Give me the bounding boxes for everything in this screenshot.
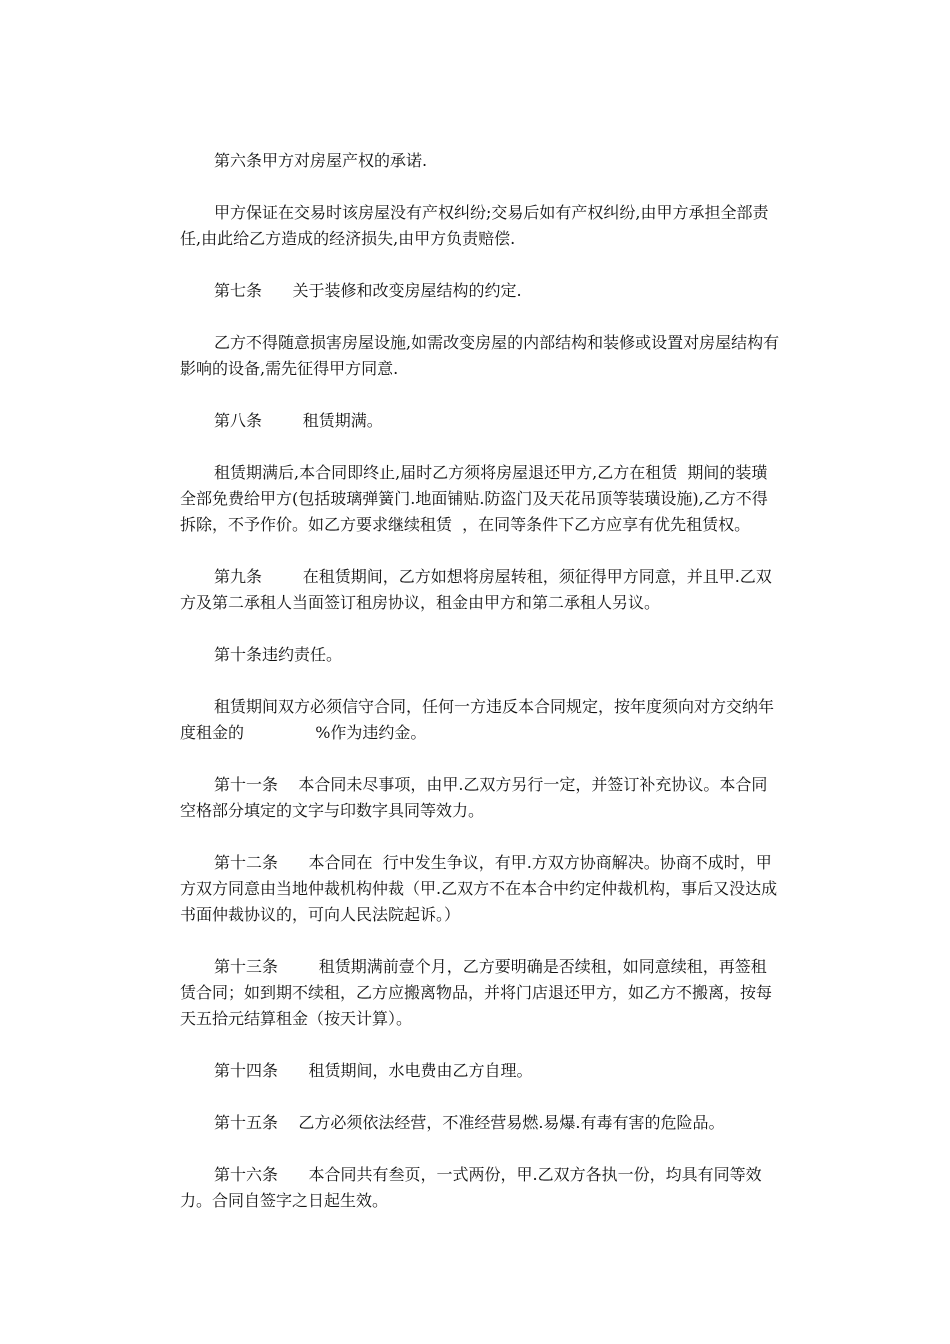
paragraph-article-15: 第十五条 乙方必须依法经营，不准经营易燃.易爆.有毒有害的危险品。 — [214, 1113, 725, 1132]
contract-body — [180, 148, 780, 1240]
paragraph-article-8-body: 租赁期满后,本合同即终止,届时乙方须将房屋退还甲方,乙方在租赁 期间的装璜全部免费给甲方(包括玻璃弹簧门.地面铺贴.防盗门及天花吊顶等装璜设施),乙方不得拆除，不予作价。如乙方要求继续租赁 ，在同等条件下乙方应享有优先租赁权。 — [180, 463, 768, 534]
paragraph-article-13: 第十三条 租赁期满前壹个月，乙方要明确是否续租，如同意续租，再签租赁合同；如到期不续租，乙方应搬离物品，并将门店退还甲方，如乙方不搬离，按每天五拾元结算租金（按天计算）。 — [180, 957, 773, 1028]
paragraph-article-6-title: 第六条甲方对房屋产权的承诺. — [214, 151, 428, 170]
paragraph-article-7-body: 乙方不得随意损害房屋设施,如需改变房屋的内部结构和装修或设置对房屋结构有影响的设备,需先征得甲方同意. — [180, 333, 780, 378]
paragraph-article-10-title: 第十条违约责任。 — [214, 645, 343, 664]
paragraph-article-14: 第十四条 租赁期间，水电费由乙方自理。 — [214, 1061, 533, 1080]
paragraph-article-11: 第十一条 本合同未尽事项，由甲.乙双方另行一定，并签订补充协议。本合同空格部分填定的文字与印数字具同等效力。 — [180, 775, 768, 820]
paragraph-article-9: 第九条 在租赁期间，乙方如想将房屋转租，须征得甲方同意，并且甲.乙双方及第二承租人当面签订租房协议，租金由甲方和第二承租人另议。 — [180, 567, 772, 612]
paragraph-article-6-body: 甲方保证在交易时该房屋没有产权纠纷;交易后如有产权纠纷,由甲方承担全部责任,由此给乙方造成的经济损失,由甲方负责赔偿. — [180, 203, 769, 248]
paragraph-article-16: 第十六条 本合同共有叁页，一式两份，甲.乙双方各执一份，均具有同等效力。合同自签字之日起生效。 — [180, 1165, 762, 1210]
paragraph-article-7-title: 第七条 关于装修和改变房屋结构的约定. — [214, 281, 522, 300]
paragraph-article-10-body: 租赁期间双方必须信守合同，任何一方违反本合同规定，按年度须向对方交纳年度租金的 %作为违约金。 — [180, 697, 775, 742]
paragraph-article-12: 第十二条 本合同在 行中发生争议，有甲.方双方协商解决。协商不成时，甲方双方同意由当地仲裁机构仲裁（甲.乙双方不在本合中约定仲裁机构，事后又没达成书面仲裁协议的，可向人民法院起诉。） — [180, 853, 778, 924]
paragraph-article-8-title: 第八条 租赁期满。 — [214, 411, 383, 430]
